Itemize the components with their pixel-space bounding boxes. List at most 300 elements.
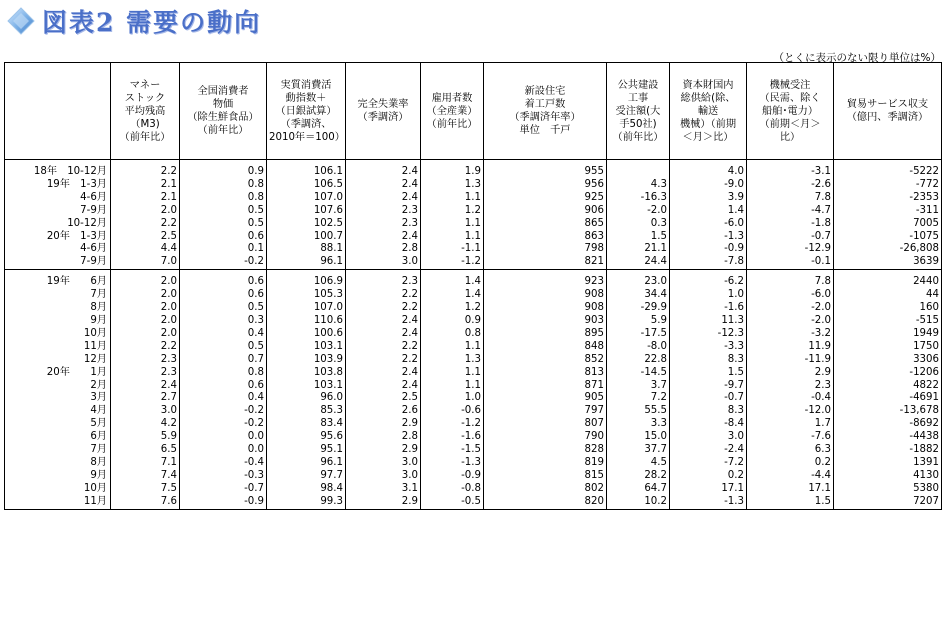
value-cell: 1750 xyxy=(834,341,942,354)
header-row xyxy=(5,63,942,160)
value-cell: -12.3 xyxy=(670,328,747,341)
value-cell: -0.7 xyxy=(670,392,747,405)
value-cell: 0.0 xyxy=(180,444,267,457)
value-cell: 98.4 xyxy=(267,483,346,496)
value-cell: 3.0 xyxy=(346,256,421,269)
value-cell: 22.8 xyxy=(607,354,670,367)
value-cell: 1.4 xyxy=(670,205,747,218)
table-row xyxy=(5,483,942,496)
value-cell: 106.1 xyxy=(267,166,346,179)
value-cell: 107.0 xyxy=(267,302,346,315)
value-cell: -8692 xyxy=(834,418,942,431)
value-cell: -0.2 xyxy=(180,405,267,418)
value-cell: -1.3 xyxy=(421,457,484,470)
value-cell: 0.8 xyxy=(180,367,267,380)
value-cell: 2.0 xyxy=(111,276,180,289)
value-cell: 2.4 xyxy=(111,380,180,393)
value-cell: 3.0 xyxy=(111,405,180,418)
value-cell: -7.8 xyxy=(670,256,747,269)
value-cell: 2.4 xyxy=(346,192,421,205)
value-cell: -0.2 xyxy=(180,418,267,431)
value-cell: 0.3 xyxy=(180,315,267,328)
value-cell: 865 xyxy=(484,218,607,231)
value-cell: -4.4 xyxy=(747,470,834,483)
value-cell: 2.3 xyxy=(111,354,180,367)
value-cell xyxy=(607,166,670,179)
column-header: 全国消費者 物価 （除生鮮食品） （前年比） xyxy=(180,63,267,160)
value-cell: 4.5 xyxy=(607,457,670,470)
period-cell: 4-6月 xyxy=(5,243,111,256)
value-cell: -6.2 xyxy=(670,276,747,289)
value-cell: -17.5 xyxy=(607,328,670,341)
value-cell: 895 xyxy=(484,328,607,341)
value-cell: 107.0 xyxy=(267,192,346,205)
table-row xyxy=(5,179,942,192)
table-row xyxy=(5,328,942,341)
value-cell: 1.1 xyxy=(421,218,484,231)
value-cell: 2.3 xyxy=(346,218,421,231)
value-cell: 2.2 xyxy=(346,354,421,367)
value-cell: -1.6 xyxy=(670,302,747,315)
value-cell: 3.1 xyxy=(346,483,421,496)
value-cell: 110.6 xyxy=(267,315,346,328)
value-cell: 1.0 xyxy=(670,289,747,302)
period-cell: 5月 xyxy=(5,418,111,431)
value-cell: -1206 xyxy=(834,367,942,380)
value-cell: -0.2 xyxy=(180,256,267,269)
value-cell: 55.5 xyxy=(607,405,670,418)
value-cell: -7.2 xyxy=(670,457,747,470)
value-cell: 0.3 xyxy=(607,218,670,231)
value-cell: 821 xyxy=(484,256,607,269)
value-cell: 2.9 xyxy=(346,444,421,457)
column-header: 実質消費活 動指数＋ （日銀試算） （季調済、 2010年＝100） xyxy=(267,63,346,160)
value-cell: -0.7 xyxy=(180,483,267,496)
value-cell: 97.7 xyxy=(267,470,346,483)
value-cell: 107.6 xyxy=(267,205,346,218)
table-row xyxy=(5,431,942,444)
value-cell: 3.0 xyxy=(346,470,421,483)
value-cell: 7.4 xyxy=(111,470,180,483)
value-cell: -9.0 xyxy=(670,179,747,192)
column-header: 新設住宅 着工戸数 （季調済年率） 単位 千戸 xyxy=(484,63,607,160)
period-cell: 7-9月 xyxy=(5,205,111,218)
value-cell: 923 xyxy=(484,276,607,289)
table-row xyxy=(5,289,942,302)
table-row xyxy=(5,405,942,418)
value-cell: -6.0 xyxy=(747,289,834,302)
period-cell: 3月 xyxy=(5,392,111,405)
value-cell: -2353 xyxy=(834,192,942,205)
period-cell: 6月 xyxy=(5,431,111,444)
column-header: 公共建設 工事 受注額(大 手50社) （前年比） xyxy=(607,63,670,160)
value-cell: -2.4 xyxy=(670,444,747,457)
value-cell: 871 xyxy=(484,380,607,393)
value-cell: 0.0 xyxy=(180,431,267,444)
value-cell: -0.4 xyxy=(747,392,834,405)
value-cell: 2.8 xyxy=(346,431,421,444)
table-row xyxy=(5,392,942,405)
value-cell: 903 xyxy=(484,315,607,328)
value-cell: 908 xyxy=(484,289,607,302)
value-cell: 2.2 xyxy=(111,341,180,354)
table-row xyxy=(5,341,942,354)
value-cell: 4.2 xyxy=(111,418,180,431)
value-cell: 34.4 xyxy=(607,289,670,302)
table-row xyxy=(5,276,942,289)
value-cell: 3306 xyxy=(834,354,942,367)
value-cell: 815 xyxy=(484,470,607,483)
period-cell: 9月 xyxy=(5,315,111,328)
value-cell: 0.6 xyxy=(180,289,267,302)
value-cell: 905 xyxy=(484,392,607,405)
period-cell: 8月 xyxy=(5,457,111,470)
value-cell: 4.0 xyxy=(670,166,747,179)
value-cell: 103.1 xyxy=(267,341,346,354)
value-cell: 0.2 xyxy=(747,457,834,470)
value-cell: 3.0 xyxy=(346,457,421,470)
table-row xyxy=(5,231,942,244)
value-cell: 2.4 xyxy=(346,179,421,192)
value-cell: 2.4 xyxy=(346,315,421,328)
value-cell: 6.3 xyxy=(747,444,834,457)
table-row xyxy=(5,166,942,179)
value-cell: 906 xyxy=(484,205,607,218)
value-cell: -6.0 xyxy=(670,218,747,231)
value-cell: 820 xyxy=(484,496,607,509)
period-cell: 18年 10-12月 xyxy=(5,166,111,179)
value-cell: 819 xyxy=(484,457,607,470)
value-cell: 2.2 xyxy=(346,289,421,302)
value-cell: 0.5 xyxy=(180,302,267,315)
value-cell: 828 xyxy=(484,444,607,457)
value-cell: 1391 xyxy=(834,457,942,470)
value-cell: 96.1 xyxy=(267,256,346,269)
value-cell: 105.3 xyxy=(267,289,346,302)
value-cell: 0.6 xyxy=(180,276,267,289)
unit-note: （とくに表示のない限り単位は%） xyxy=(773,52,941,64)
value-cell: 4.3 xyxy=(607,179,670,192)
table-row xyxy=(5,218,942,231)
value-cell: 1.2 xyxy=(421,302,484,315)
value-cell: 7.0 xyxy=(111,256,180,269)
period-cell: 7-9月 xyxy=(5,256,111,269)
value-cell: -1075 xyxy=(834,231,942,244)
value-cell: 1.1 xyxy=(421,231,484,244)
value-cell: -2.6 xyxy=(747,179,834,192)
value-cell: 11.9 xyxy=(747,341,834,354)
value-cell: 96.1 xyxy=(267,457,346,470)
value-cell: 2.2 xyxy=(111,166,180,179)
value-cell: 4822 xyxy=(834,380,942,393)
value-cell: -1.1 xyxy=(421,243,484,256)
value-cell: 3.3 xyxy=(607,418,670,431)
value-cell: 925 xyxy=(484,192,607,205)
value-cell: 1.1 xyxy=(421,192,484,205)
page-title: 図表2 需要の動向 xyxy=(42,8,262,37)
value-cell: -3.2 xyxy=(747,328,834,341)
value-cell: 6.5 xyxy=(111,444,180,457)
value-cell: 2.4 xyxy=(346,231,421,244)
value-cell: -13,678 xyxy=(834,405,942,418)
value-cell: 44 xyxy=(834,289,942,302)
period-cell: 20年 1-3月 xyxy=(5,231,111,244)
value-cell: -16.3 xyxy=(607,192,670,205)
value-cell: 0.5 xyxy=(180,341,267,354)
value-cell: -2.0 xyxy=(607,205,670,218)
period-cell: 2月 xyxy=(5,380,111,393)
value-cell: 2.0 xyxy=(111,315,180,328)
period-cell: 4月 xyxy=(5,405,111,418)
value-cell: 798 xyxy=(484,243,607,256)
value-cell: 1.2 xyxy=(421,205,484,218)
value-cell: 3.9 xyxy=(670,192,747,205)
value-cell: 64.7 xyxy=(607,483,670,496)
value-cell: 102.5 xyxy=(267,218,346,231)
value-cell: 2.6 xyxy=(346,405,421,418)
value-cell: 1.1 xyxy=(421,341,484,354)
value-cell: -1882 xyxy=(834,444,942,457)
value-cell: 807 xyxy=(484,418,607,431)
value-cell: -0.6 xyxy=(421,405,484,418)
value-cell: -3.1 xyxy=(747,166,834,179)
value-cell: 3.7 xyxy=(607,380,670,393)
value-cell: 848 xyxy=(484,341,607,354)
value-cell: 2.7 xyxy=(111,392,180,405)
value-cell: 23.0 xyxy=(607,276,670,289)
value-cell: 5.9 xyxy=(111,431,180,444)
value-cell: 2.4 xyxy=(346,166,421,179)
value-cell: -1.8 xyxy=(747,218,834,231)
value-cell: -14.5 xyxy=(607,367,670,380)
value-cell: -12.9 xyxy=(747,243,834,256)
value-cell: 4130 xyxy=(834,470,942,483)
period-cell: 11月 xyxy=(5,341,111,354)
value-cell: 7.8 xyxy=(747,192,834,205)
value-cell: 8.3 xyxy=(670,354,747,367)
value-cell: 8.3 xyxy=(670,405,747,418)
value-cell: 95.6 xyxy=(267,431,346,444)
value-cell: 863 xyxy=(484,231,607,244)
value-cell: 797 xyxy=(484,405,607,418)
value-cell: 802 xyxy=(484,483,607,496)
value-cell: 17.1 xyxy=(747,483,834,496)
value-cell: 7.6 xyxy=(111,496,180,509)
period-cell: 9月 xyxy=(5,470,111,483)
value-cell: 1.9 xyxy=(421,166,484,179)
value-cell: 0.6 xyxy=(180,380,267,393)
period-cell: 7月 xyxy=(5,289,111,302)
value-cell: 103.9 xyxy=(267,354,346,367)
value-cell: -8.0 xyxy=(607,341,670,354)
table-row xyxy=(5,380,942,393)
value-cell: -1.2 xyxy=(421,418,484,431)
table-row xyxy=(5,367,942,380)
value-cell: 7.5 xyxy=(111,483,180,496)
value-cell: -0.3 xyxy=(180,470,267,483)
value-cell: -12.0 xyxy=(747,405,834,418)
table-row xyxy=(5,496,942,509)
value-cell: 106.9 xyxy=(267,276,346,289)
period-cell: 7月 xyxy=(5,444,111,457)
value-cell: 2.9 xyxy=(346,496,421,509)
value-cell: 1.5 xyxy=(670,367,747,380)
value-cell: -0.4 xyxy=(180,457,267,470)
value-cell: 7.2 xyxy=(607,392,670,405)
table-row xyxy=(5,354,942,367)
table-row xyxy=(5,457,942,470)
value-cell: 96.0 xyxy=(267,392,346,405)
value-cell: 28.2 xyxy=(607,470,670,483)
value-cell: 2.0 xyxy=(111,302,180,315)
value-cell: 11.3 xyxy=(670,315,747,328)
value-cell: 0.8 xyxy=(180,179,267,192)
value-cell: -9.7 xyxy=(670,380,747,393)
value-cell: 95.1 xyxy=(267,444,346,457)
value-cell: 2.3 xyxy=(346,276,421,289)
table-row xyxy=(5,302,942,315)
value-cell: 2.5 xyxy=(346,392,421,405)
value-cell: -1.6 xyxy=(421,431,484,444)
table-row xyxy=(5,256,942,269)
value-cell: -3.3 xyxy=(670,341,747,354)
value-cell: 2.4 xyxy=(346,328,421,341)
period-cell: 10-12月 xyxy=(5,218,111,231)
value-cell: -0.9 xyxy=(670,243,747,256)
demand-table xyxy=(4,62,942,510)
value-cell: 0.7 xyxy=(180,354,267,367)
value-cell: -5222 xyxy=(834,166,942,179)
table-row xyxy=(5,418,942,431)
table-row xyxy=(5,315,942,328)
value-cell: 0.2 xyxy=(670,470,747,483)
value-cell: 955 xyxy=(484,166,607,179)
value-cell: 0.8 xyxy=(421,328,484,341)
table-row xyxy=(5,243,942,256)
value-cell: 7.1 xyxy=(111,457,180,470)
value-cell: -0.8 xyxy=(421,483,484,496)
period-cell: 4-6月 xyxy=(5,192,111,205)
value-cell: 1.4 xyxy=(421,289,484,302)
value-cell: -515 xyxy=(834,315,942,328)
table-row xyxy=(5,470,942,483)
value-cell: 1.5 xyxy=(747,496,834,509)
period-cell: 12月 xyxy=(5,354,111,367)
value-cell: 5.9 xyxy=(607,315,670,328)
period-cell: 8月 xyxy=(5,302,111,315)
value-cell: 160 xyxy=(834,302,942,315)
value-cell: -1.5 xyxy=(421,444,484,457)
value-cell: 2.3 xyxy=(747,380,834,393)
value-cell: 0.9 xyxy=(180,166,267,179)
value-cell: -29.9 xyxy=(607,302,670,315)
value-cell: 2.8 xyxy=(346,243,421,256)
value-cell: -0.5 xyxy=(421,496,484,509)
column-header: 雇用者数 （全産業） （前年比） xyxy=(421,63,484,160)
value-cell: -11.9 xyxy=(747,354,834,367)
value-cell: 2.9 xyxy=(346,418,421,431)
value-cell: -1.3 xyxy=(670,231,747,244)
value-cell: 0.4 xyxy=(180,328,267,341)
value-cell: 2.4 xyxy=(346,367,421,380)
value-cell: 0.9 xyxy=(421,315,484,328)
value-cell: 1.7 xyxy=(747,418,834,431)
value-cell: -0.9 xyxy=(180,496,267,509)
column-header: 貿易サービス収支 （億円、季調済） xyxy=(834,63,942,160)
value-cell: 3.0 xyxy=(670,431,747,444)
value-cell: 7207 xyxy=(834,496,942,509)
value-cell: 37.7 xyxy=(607,444,670,457)
value-cell: 2.2 xyxy=(346,341,421,354)
table-row xyxy=(5,205,942,218)
value-cell: 17.1 xyxy=(670,483,747,496)
period-cell: 19年 6月 xyxy=(5,276,111,289)
value-cell: 1.1 xyxy=(421,367,484,380)
value-cell: 2.2 xyxy=(111,218,180,231)
value-cell: -4438 xyxy=(834,431,942,444)
value-cell: 103.1 xyxy=(267,380,346,393)
value-cell: 2.0 xyxy=(111,205,180,218)
value-cell: 1.0 xyxy=(421,392,484,405)
value-cell: -0.9 xyxy=(421,470,484,483)
value-cell: 2.3 xyxy=(111,367,180,380)
value-cell: 2440 xyxy=(834,276,942,289)
value-cell: 1.4 xyxy=(421,276,484,289)
column-header: 完全失業率 （季調済） xyxy=(346,63,421,160)
value-cell: 1.3 xyxy=(421,179,484,192)
value-cell: 0.1 xyxy=(180,243,267,256)
value-cell: 21.1 xyxy=(607,243,670,256)
value-cell: 852 xyxy=(484,354,607,367)
value-cell: 0.6 xyxy=(180,231,267,244)
value-cell: 0.8 xyxy=(180,192,267,205)
column-header: マネー ストック 平均残高 （M3) （前年比） xyxy=(111,63,180,160)
value-cell: 908 xyxy=(484,302,607,315)
period-cell: 19年 1-3月 xyxy=(5,179,111,192)
diamond-icon xyxy=(6,6,36,36)
table-row xyxy=(5,192,942,205)
value-cell: -1.3 xyxy=(670,496,747,509)
value-cell: 2.5 xyxy=(111,231,180,244)
value-cell: 813 xyxy=(484,367,607,380)
period-cell: 11月 xyxy=(5,496,111,509)
value-cell: 2.4 xyxy=(346,380,421,393)
column-header: 機械受注 （民需、除く 船舶･電力） （前期＜月＞ 比） xyxy=(747,63,834,160)
value-cell: 83.4 xyxy=(267,418,346,431)
value-cell: 3639 xyxy=(834,256,942,269)
value-cell: 1.3 xyxy=(421,354,484,367)
value-cell: 100.7 xyxy=(267,231,346,244)
value-cell: -2.0 xyxy=(747,315,834,328)
value-cell: 2.3 xyxy=(346,205,421,218)
value-cell: 0.5 xyxy=(180,205,267,218)
value-cell: 10.2 xyxy=(607,496,670,509)
value-cell: -772 xyxy=(834,179,942,192)
value-cell: 956 xyxy=(484,179,607,192)
value-cell: 99.3 xyxy=(267,496,346,509)
value-cell: -311 xyxy=(834,205,942,218)
value-cell: 15.0 xyxy=(607,431,670,444)
value-cell: -8.4 xyxy=(670,418,747,431)
value-cell: 7005 xyxy=(834,218,942,231)
period-cell: 20年 1月 xyxy=(5,367,111,380)
value-cell: 5380 xyxy=(834,483,942,496)
value-cell: 4.4 xyxy=(111,243,180,256)
value-cell: 24.4 xyxy=(607,256,670,269)
period-cell: 10月 xyxy=(5,483,111,496)
value-cell: -0.7 xyxy=(747,231,834,244)
value-cell: -26,808 xyxy=(834,243,942,256)
